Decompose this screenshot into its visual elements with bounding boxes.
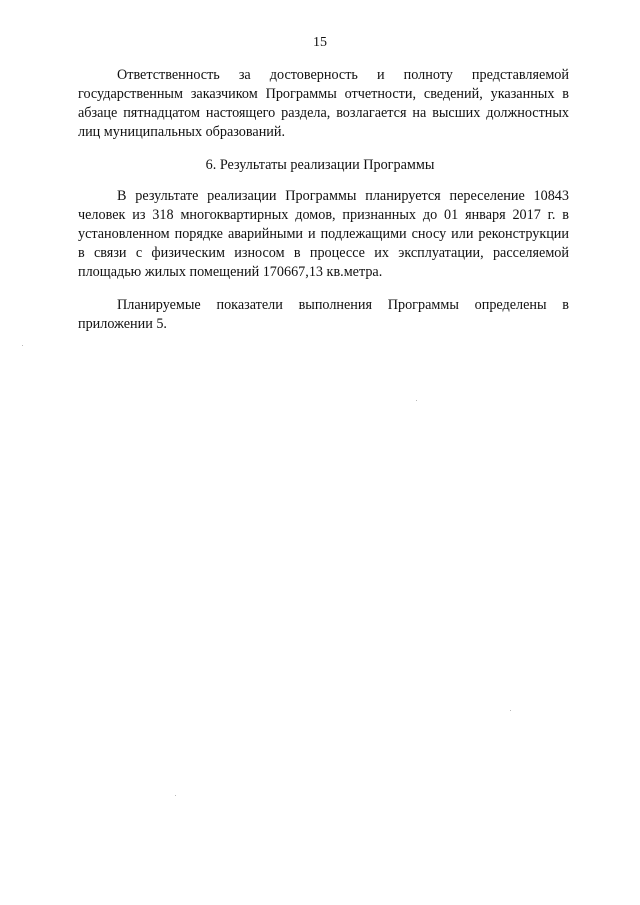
page-number: 15 [313,35,327,50]
results-paragraph: В результате реализации Программы планируется переселение 10843 человек из 318 многоквартирных домов, признанных до 01 января 2017 г. в установленном порядке аварийными и подлежащими сносу или реконструкции в связи с физическим износом в процессе их эксплуатации, расселяемой площадью жилых помещений 170667,13 кв.метра. [78,188,569,280]
scan-speck [510,710,511,711]
section-heading: 6. Результаты реализации Программы [205,157,435,173]
responsibility-paragraph: Ответственность за достоверность и полноту представляемой государственным заказчиком Программы отчетности, сведений, указанных в абзаце пятнадцатом настоящего раздела, возлагается на высших должностных лиц муниципальных образований. [78,67,569,140]
responsibility-paragraph-block [78,66,569,142]
scan-speck [416,400,417,401]
scan-speck [22,345,23,346]
indicators-paragraph: Планируемые показатели выполнения Программы определены в приложении 5. [78,297,569,332]
results-paragraph-block [78,187,569,282]
indicators-paragraph-block [78,296,569,334]
scan-speck [175,795,176,796]
